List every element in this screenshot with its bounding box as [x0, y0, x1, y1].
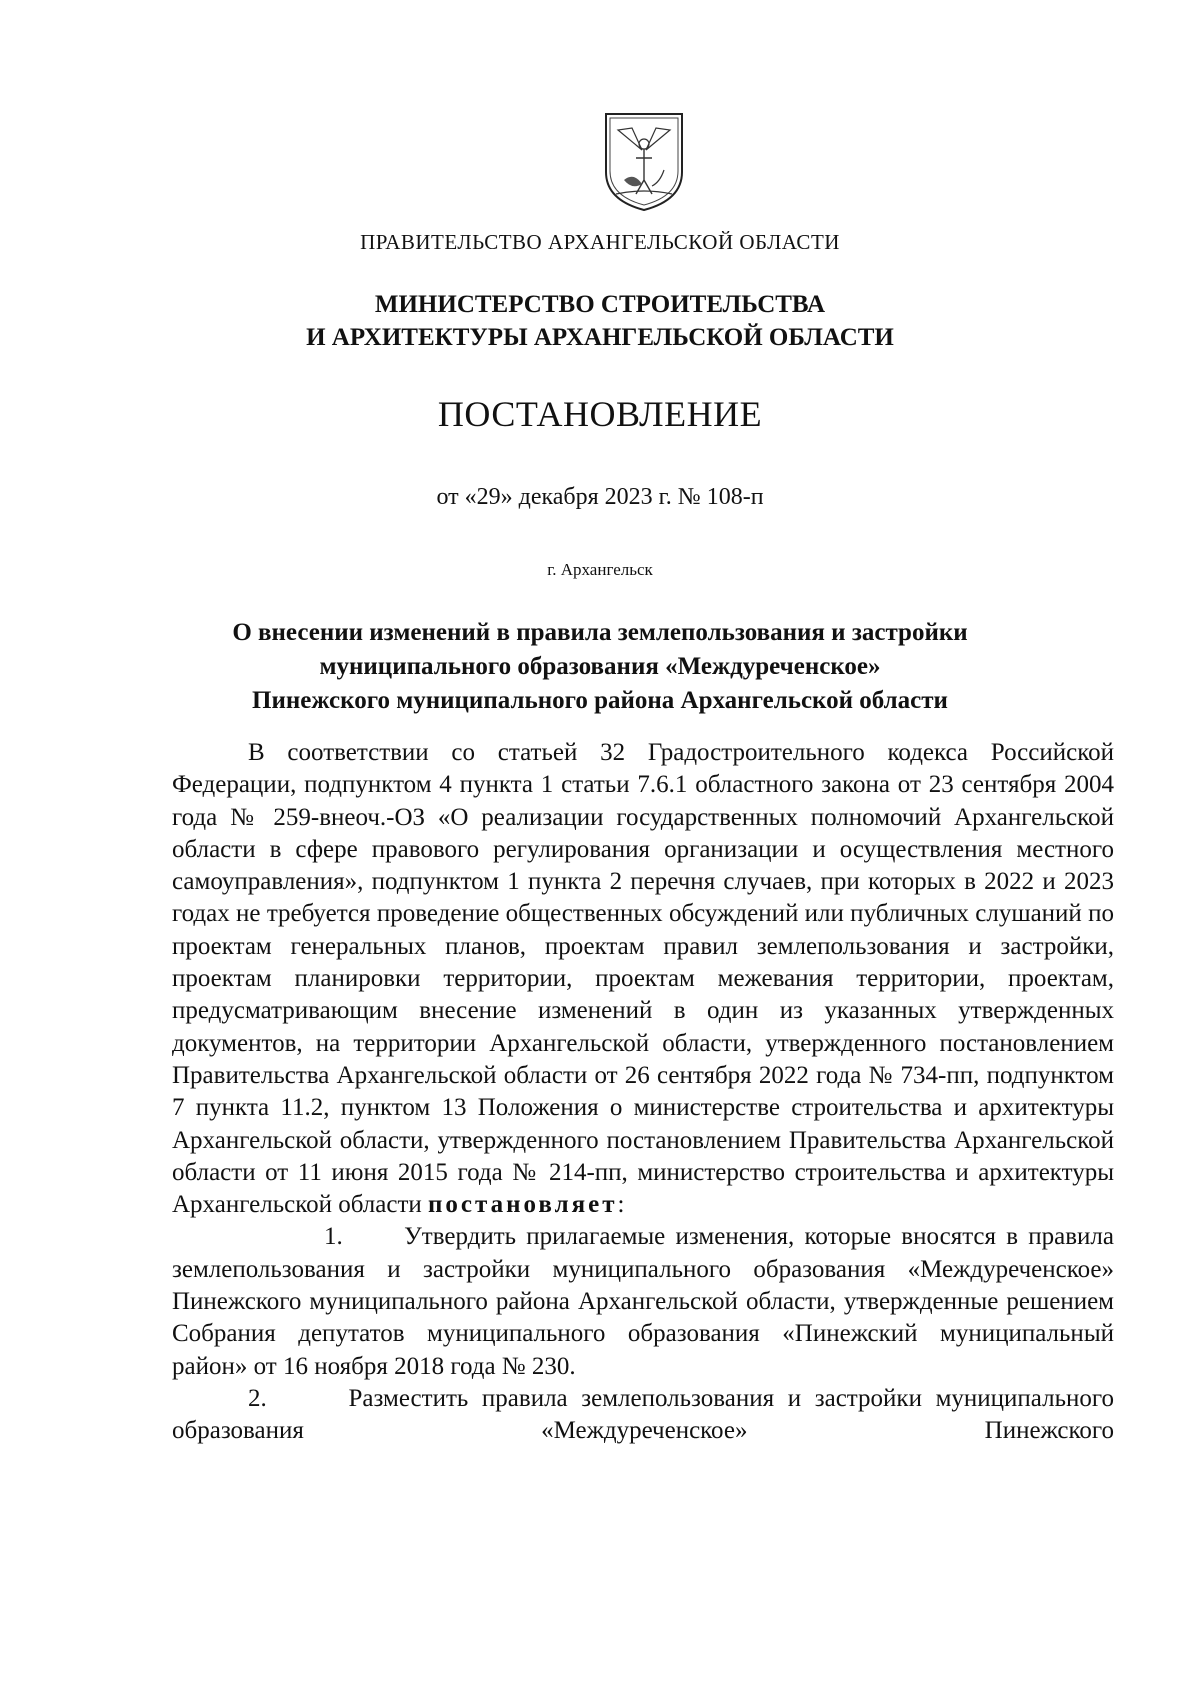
government-name: ПРАВИТЕЛЬСТВО АРХАНГЕЛЬСКОЙ ОБЛАСТИ [360, 230, 840, 254]
item-2-text: Разместить правила землепользования и застройки муниципального образования «Междуреченское» Пинежского [172, 1384, 1114, 1445]
document-city: г. Архангельск [547, 560, 653, 579]
item-1-number: 1. [324, 1223, 343, 1251]
ministry-name [0, 288, 1200, 354]
document-type: ПОСТАНОВЛЕНИЕ [437, 394, 763, 434]
item-2-number: 2. [248, 1384, 267, 1412]
item-2-paragraph [172, 1383, 1114, 1448]
resolves-word: постановляет [428, 1191, 618, 1219]
document-body [172, 737, 1114, 1448]
coat-of-arms-emblem [602, 110, 686, 214]
preamble-paragraph [172, 737, 1114, 1221]
preamble-text: В соответствии со статьей 32 Градостроительного кодекса Российской Федерации, подпунктом 4 пункта 1 статьи 7.6.1 областного закона от 23 сентября 2004 года № 259-внеоч.-ОЗ «О реализации государственных полномочий Архангельской области в сфере правового регулирования организации и осуществления местного самоуправления», подпунктом 1 пункта 2 перечня случаев, при которых в 2022 и 2023 годах не требуется проведение общественных обсуждений или публичных слушаний по проектам генеральных планов, проектам правил землепользования и застройки, проектам планировки территории, проектам межевания территории, проектам, предусматривающим внесение изменений в один из указанных утвержденных документов, на территории Архангельской области, утвержденного постановлением Правительства Архангельской области от 26 сентября 2022 года № 734-пп, подпунктом 7 пункта 11.2, пунктом 13 Положения о министерстве строительства и архитектуры Архангельской области, утвержденного постановлением Правительства Архангельской области от 11 июня 2015 года № 214-пп, министерство строительства и архитектуры Архангельской области [172, 739, 1114, 1219]
document-title [0, 616, 1200, 718]
item-1-text: Утвердить прилагаемые изменения, которые вносятся в правила землепользования и застройки муниципального образования «Междуреченское» Пинежского муниципального района Архангельской области, утвержденные решением Собрания депутатов муниципального образования «Пинежский муниципальный район» от 16 ноября 2018 года № 230. [172, 1223, 1114, 1380]
ministry-name-line-2: И АРХИТЕКТУРЫ АРХАНГЕЛЬСКОЙ ОБЛАСТИ [306, 324, 894, 351]
ministry-name-line-1: МИНИСТЕРСТВО СТРОИТЕЛЬСТВА [374, 291, 826, 318]
resolves-colon: : [617, 1191, 625, 1219]
item-1-paragraph [172, 1221, 1114, 1382]
title-line-2: муниципального образования «Междуреченское» [319, 653, 881, 680]
title-line-1: О внесении изменений в правила землепользования и застройки [232, 619, 968, 646]
title-line-3: Пинежского муниципального района Архангельской области [252, 687, 948, 714]
document-date-number: от «29» декабря 2023 г. № 108-п [436, 484, 764, 510]
